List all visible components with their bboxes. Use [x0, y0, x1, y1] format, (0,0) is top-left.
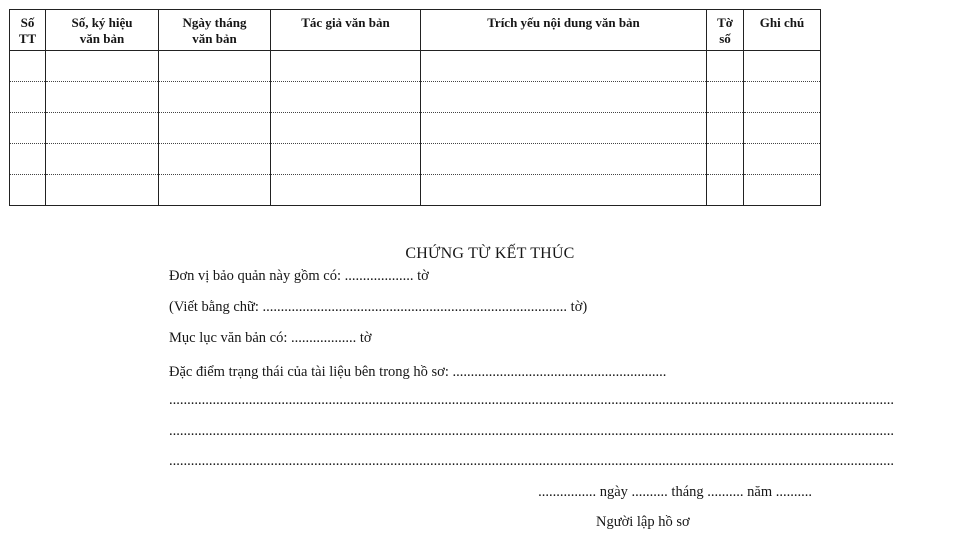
- header-trich-yeu: Trích yếu nội dung văn bản: [421, 10, 707, 51]
- table-header-row: [10, 10, 821, 51]
- index-pages-line: Mục lục văn bản có: .................. tờ: [169, 330, 372, 346]
- header-tac-gia: Tác giả văn bản: [271, 10, 421, 51]
- in-words-line: (Viết bằng chữ: .................................................................................... tờ): [169, 299, 588, 315]
- dotted-line: ........................................................................................................................................................................................................: [169, 453, 894, 469]
- condition-line: Đặc điểm trạng thái của tài liệu bên trong hồ sơ: ...........................................................: [169, 364, 667, 380]
- table-row: [10, 113, 821, 144]
- certificate-title: CHỨNG TỪ KẾT THÚC: [405, 245, 575, 262]
- table-row: [10, 175, 821, 206]
- signer-label: Người lập hồ sơ: [596, 514, 690, 530]
- unit-pages-line: Đơn vị bảo quản này gồm có: ................... tờ: [169, 268, 429, 284]
- header-so-ky-hieu: Số, ký hiệu văn bản: [46, 10, 159, 51]
- header-so-tt: Số TT: [10, 10, 46, 51]
- header-ghi-chu: Ghi chú: [744, 10, 821, 51]
- table-row: [10, 82, 821, 113]
- header-ngay-thang: Ngày tháng văn bản: [159, 10, 271, 51]
- table-row: [10, 51, 821, 82]
- header-to-so: Tờ số: [707, 10, 744, 51]
- date-line: ................ ngày .......... tháng .......... năm ..........: [538, 484, 812, 500]
- dotted-line: ........................................................................................................................................................................................................: [169, 392, 894, 408]
- document-list-table: [9, 9, 821, 206]
- table-row: [10, 144, 821, 175]
- dotted-line: ........................................................................................................................................................................................................: [169, 423, 894, 439]
